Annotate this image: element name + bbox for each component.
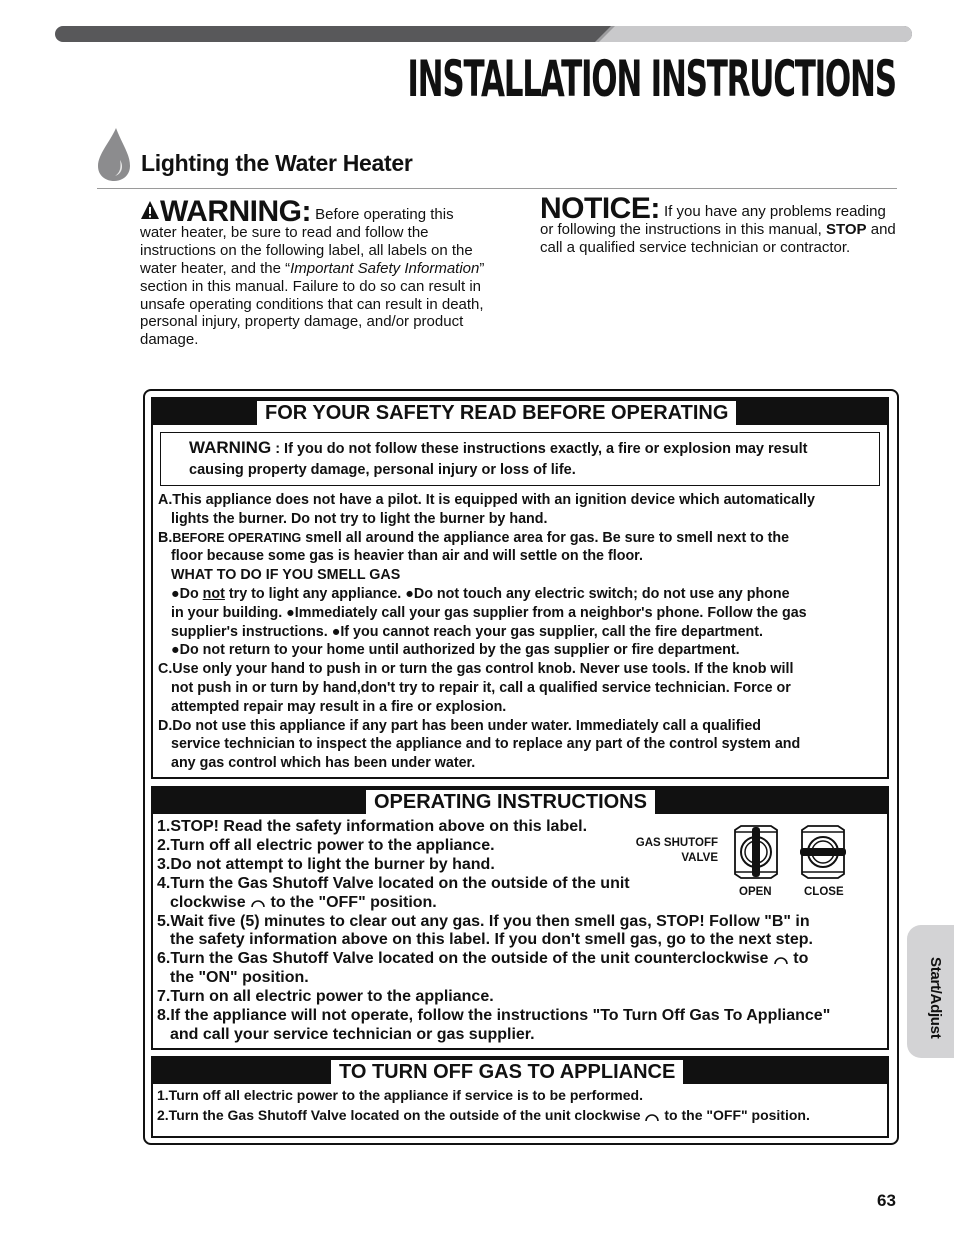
safety-item-d-line-2: service technician to inspect the appliance and to replace any part of the control system and [171,736,801,753]
clockwise-arrow-icon [644,1110,660,1122]
page-number: 63 [877,1191,896,1210]
section-title: Lighting the Water Heater [141,150,413,176]
safety-item-b-small: BEFORE OPERATING [172,530,302,545]
operating-step-8-line-2: and call your service technician or gas supplier. [170,1025,535,1043]
operating-step-7: 7.Turn on all electric power to the appliance. [157,988,494,1006]
valve-caption [618,836,718,866]
valve-caption-line-2: VALVE [681,852,718,864]
section-side-tab[interactable] [907,925,954,1058]
valve-caption-line-1: GAS SHUTOFF [635,837,718,849]
warning-italic-text: Important Safety Information [290,259,480,277]
safety-item-b-line-5: in your building. ●Immediately call your gas supplier from a neighbor's phone. Follow the gas [171,604,807,621]
operating-step-6-line-2: the "ON" position. [170,969,309,987]
turnoff-step-2-text: 2.Turn the Gas Shutoff Valve located on the outside of the unit clockwise [157,1106,645,1123]
operating-step-5-line-2: the safety information above on this label. If you don't smell gas, go to the next step. [170,931,813,949]
operating-step-8-line-1: 8.If the appliance will not operate, follow the instructions "To Turn Off Gas To Appliance" [157,1007,831,1025]
notice-paragraph [540,192,902,257]
safety-item-b4-pre: ●Do [171,585,203,602]
safety-panel [151,397,889,779]
water-drop-icon [96,126,132,182]
operating-step-3: 3.Do not attempt to light the burner by hand. [157,855,495,873]
safety-item-c-line-2: not push in or turn by hand,don't try to repair it, call a qualified service technician. Force or [171,679,791,696]
side-tab-label: Start/Adjust [927,957,944,1039]
warning-triangle-icon [140,200,160,220]
turnoff-steps [157,1086,885,1125]
operating-step-4-line-2 [157,894,885,913]
turnoff-step-2 [157,1106,885,1126]
safety-item-d-line-1: D.Do not use this appliance if any part has been under water. Immediately call a qualified [158,717,762,734]
safety-warning-head: WARNING [189,438,272,457]
safety-item-b-line-7: ●Do not return to your home until authorized by the gas supplier or fire department. [171,642,740,659]
notice-heading: NOTICE: [540,192,660,225]
warning-heading: WARNING: [160,195,311,228]
safety-item-b4-not: not [202,585,225,602]
section-divider [97,188,897,189]
valve-close-label: CLOSE [804,886,844,898]
turnoff-panel [151,1056,889,1138]
valve-open-icon [733,824,779,880]
safety-item-b-line-4 [158,585,880,604]
operating-step-1: 1.STOP! Read the safety information above on this label. [157,818,588,835]
safety-panel-title: FOR YOUR SAFETY READ BEFORE OPERATING [257,401,736,425]
safety-warning-line-1: : If you do not follow these instructions exactly, a fire or explosion may result [271,441,808,457]
notice-text-end: and call a qualified service technician or contractor. [540,220,896,256]
safety-item-b-line-6: supplier's instructions. ●If you cannot reach your gas supplier, call the fire department. [171,623,763,640]
operating-step-4-line-1: 4.Turn the Gas Shutoff Valve located on the outside of the unit [157,874,630,892]
safety-item-a-line-1: A.This appliance does not have a pilot. It is equipped with an ignition device which automatically [158,492,815,508]
turnoff-panel-title: TO TURN OFF GAS TO APPLIANCE [331,1060,683,1084]
safety-item-c-line-3: attempted repair may result in a fire or explosion. [171,698,507,715]
safety-item-b4-post: try to light any appliance. ●Do not touch any electric switch; do not use any phone [224,585,790,602]
safety-item-b-line-1 [158,529,880,548]
safety-item-d-line-3: any gas control which has been under water. [171,755,476,772]
step-4-text: clockwise [170,893,251,911]
operating-step-5-line-1: 5.Wait five (5) minutes to clear out any gas. If you then smell gas, STOP! Follow "B" in [157,912,810,930]
warning-text: Before operating this water heater, be sure to read and follow the instructions on the following label, all labels on the water heater, and the “ [140,206,473,277]
clockwise-arrow-icon [250,896,266,908]
safety-warning-line-2: causing property damage, personal injury or loss of life. [189,462,576,478]
safety-item-c-line-1: C.Use only your hand to push in or turn the gas control knob. Never use tools. If the knob will [158,661,794,678]
safety-item-b-rest: smell all around the appliance area for gas. Be sure to smell next to the [301,529,790,546]
valve-close-icon [800,824,846,880]
step-6-text: 6.Turn the Gas Shutoff Valve located on the outside of the unit counterclockwise [157,950,773,968]
safety-item-b-line-2: floor because some gas is heavier than air and will settle on the floor. [171,548,643,565]
notice-text: If you have any problems reading or following the instructions in this manual, [540,203,886,238]
step-6-text-end: to [788,950,809,968]
header-bar [55,26,912,42]
counterclockwise-arrow-icon [773,953,789,965]
operating-panel-title: OPERATING INSTRUCTIONS [366,790,655,814]
operating-step-6-line-1 [157,950,885,969]
valve-open-label: OPEN [739,886,772,898]
safety-item-a-line-2: lights the burner. Do not try to light the burner by hand. [171,510,548,527]
step-4-text-end: to the "OFF" position. [266,893,437,911]
safety-item-b-prefix: B. [158,529,173,546]
safety-warning-box [160,432,880,486]
turnoff-step-2-text-end: to the "OFF" position. [660,1106,810,1123]
turnoff-step-1: 1.Turn off all electric power to the appliance if service is to be performed. [157,1087,643,1103]
notice-stop-text: STOP [825,220,867,238]
operating-step-2: 2.Turn off all electric power to the appliance. [157,836,495,854]
safety-item-b-line-3: WHAT TO DO IF YOU SMELL GAS [171,567,401,584]
page-title: INSTALLATION INSTRUCTIONS [407,50,896,108]
warning-text-end: ” section in this manual. Failure to do so can result in unsafe operating conditions that can result in death, personal injury, property damage, and/or product damage. [140,259,485,349]
safety-instructions [158,491,880,773]
warning-paragraph [140,195,485,349]
operating-panel [151,786,889,1050]
